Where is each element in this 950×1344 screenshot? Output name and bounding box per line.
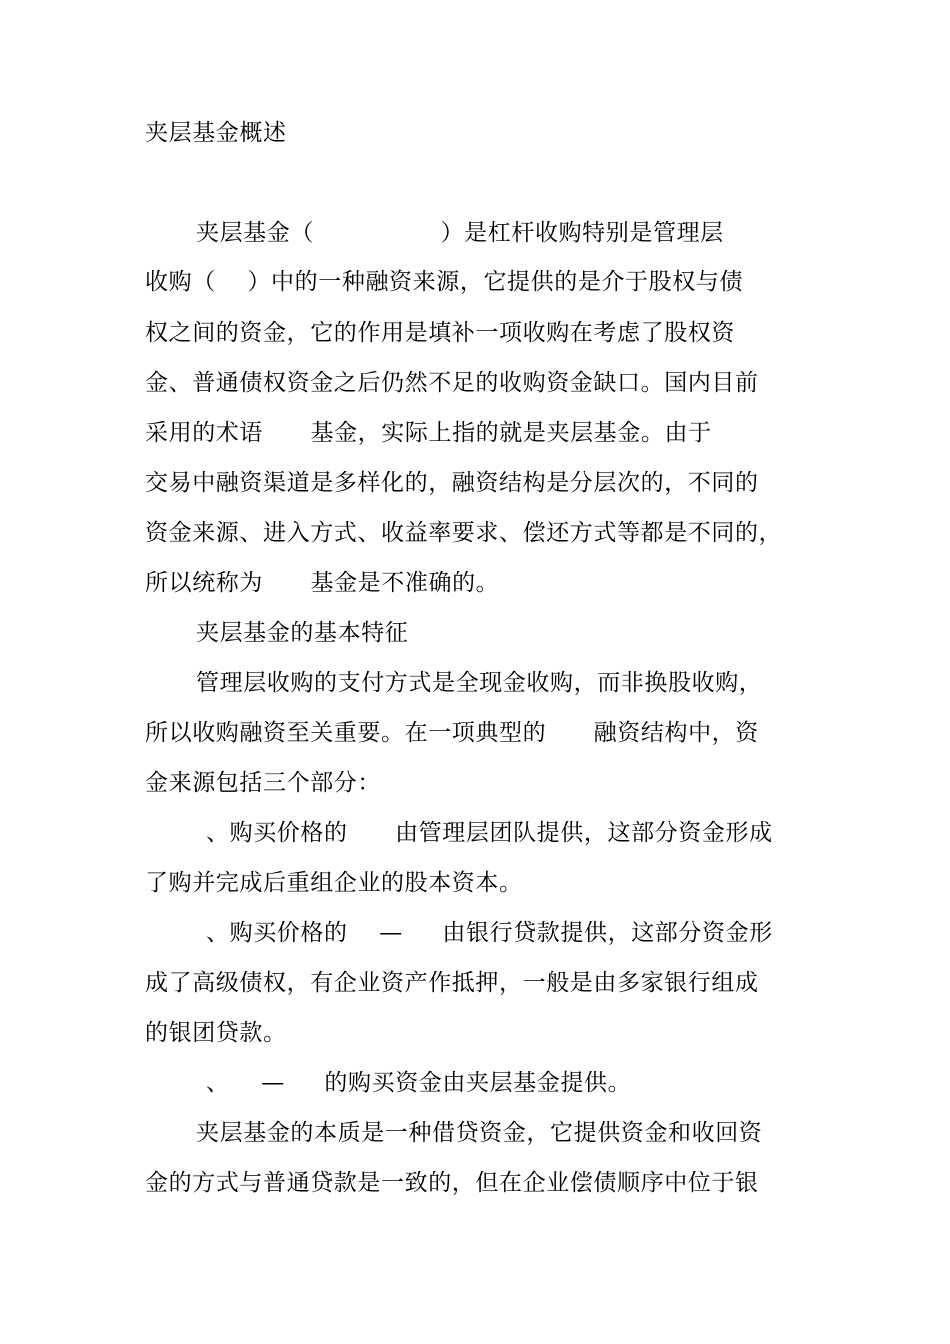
list-item: 、 — 的购买资金由夹层基金提供。: [206, 1070, 632, 1096]
paragraph-line: 了购并完成后重组企业的股本资本。: [145, 870, 523, 896]
paragraph-line: 金的方式与普通贷款是一致的，但在企业偿债顺序中位于银: [145, 1170, 759, 1196]
paragraph-line: 所以收购融资至关重要。在一项典型的 融资结构中，资: [145, 720, 759, 746]
list-item: 、购买价格的 — 由银行贷款提供，这部分资金形: [206, 920, 773, 946]
paragraph-line: 金、普通债权资金之后仍然不足的收购资金缺口。国内目前: [145, 370, 759, 396]
paragraph-line: 采用的术语 基金，实际上指的就是夹层基金。由于: [145, 420, 712, 446]
list-item: 、购买价格的 由管理层团队提供，这部分资金形成: [206, 820, 773, 846]
paragraph-line: 所以统称为 基金是不准确的。: [145, 570, 500, 596]
paragraph-line: 资金来源、进入方式、收益率要求、偿还方式等都是不同的，: [145, 520, 783, 546]
paragraph-line: 夹层基金的本质是一种借贷资金，它提供资金和收回资: [196, 1120, 763, 1146]
paragraph-line: 金来源包括三个部分：: [145, 770, 381, 796]
doc-title: 夹层基金概述: [145, 120, 287, 146]
paragraph-line: 交易中融资渠道是多样化的，融资结构是分层次的，不同的: [145, 470, 759, 496]
paragraph-line: 的银团贷款。: [145, 1020, 287, 1046]
section-heading: 夹层基金的基本特征: [196, 620, 409, 646]
paragraph-line: 夹层基金（ ）是杠杆收购特别是管理层: [196, 220, 724, 246]
paragraph-line: 成了高级债权，有企业资产作抵押，一般是由多家银行组成: [145, 970, 759, 996]
paragraph-line: 管理层收购的支付方式是全现金收购，而非换股收购，: [196, 670, 763, 696]
paragraph-line: 收购（ ）中的一种融资来源，它提供的是介于股权与债: [145, 269, 744, 295]
paragraph-line: 权之间的资金，它的作用是填补一项收购在考虑了股权资: [145, 320, 735, 346]
